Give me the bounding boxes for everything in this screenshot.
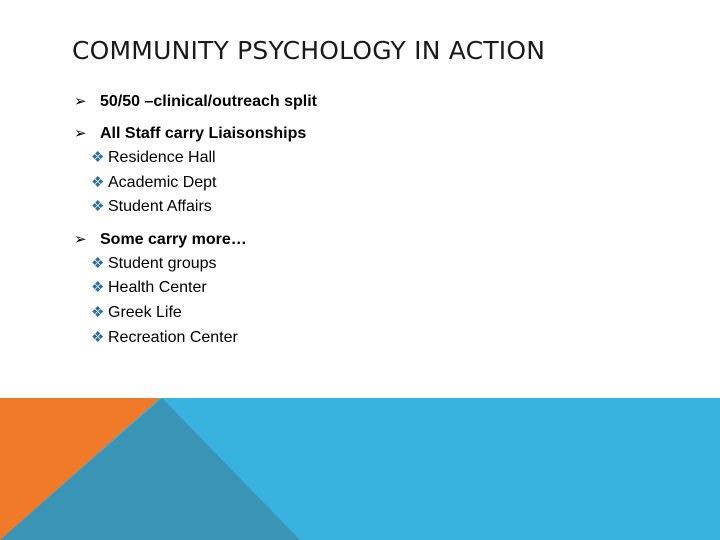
sub-bullet-list	[91, 146, 634, 220]
sub-bullet-item	[91, 326, 634, 351]
sub-bullet-text: Residence Hall	[108, 149, 216, 166]
bullet-item	[74, 228, 634, 350]
arrow-bullet-icon: ➢	[74, 230, 87, 248]
sub-bullet-item	[91, 146, 634, 171]
diamond-bullet-icon: ❖	[91, 198, 105, 216]
arrow-bullet-icon: ➢	[74, 93, 87, 110]
sub-bullet-text: Health Center	[108, 279, 207, 297]
bullet-text: 50/50 –clinical/outreach split	[100, 93, 317, 110]
diamond-bullet-icon: ❖	[91, 328, 105, 346]
sub-bullet-text: Recreation Center	[108, 328, 238, 346]
diamond-bullet-icon: ❖	[91, 149, 105, 166]
diamond-bullet-icon: ❖	[91, 303, 105, 321]
sub-bullet-item	[91, 301, 634, 326]
bullet-text: All Staff carry Liaisonships	[100, 125, 307, 142]
sub-bullet-item	[91, 171, 634, 196]
sub-bullet-item	[91, 252, 634, 277]
sub-bullet-text: Greek Life	[108, 303, 182, 321]
bullet-list	[74, 90, 634, 350]
sub-bullet-item	[91, 276, 634, 301]
sub-bullet-text: Student groups	[108, 254, 217, 272]
slide-title: COMMUNITY PSYCHOLOGY IN ACTION	[72, 36, 546, 65]
sub-bullet-list	[91, 252, 634, 350]
diamond-bullet-icon: ❖	[91, 279, 105, 297]
sub-bullet-text: Academic Dept	[108, 173, 217, 191]
diamond-bullet-icon: ❖	[91, 173, 105, 191]
diamond-bullet-icon: ❖	[91, 254, 105, 272]
bullet-item	[74, 90, 634, 114]
sub-bullet-text: Student Affairs	[108, 198, 212, 216]
bullet-item	[74, 122, 634, 220]
sub-bullet-item	[91, 195, 634, 220]
bullet-text: Some carry more…	[100, 230, 247, 248]
arrow-bullet-icon: ➢	[74, 125, 87, 142]
